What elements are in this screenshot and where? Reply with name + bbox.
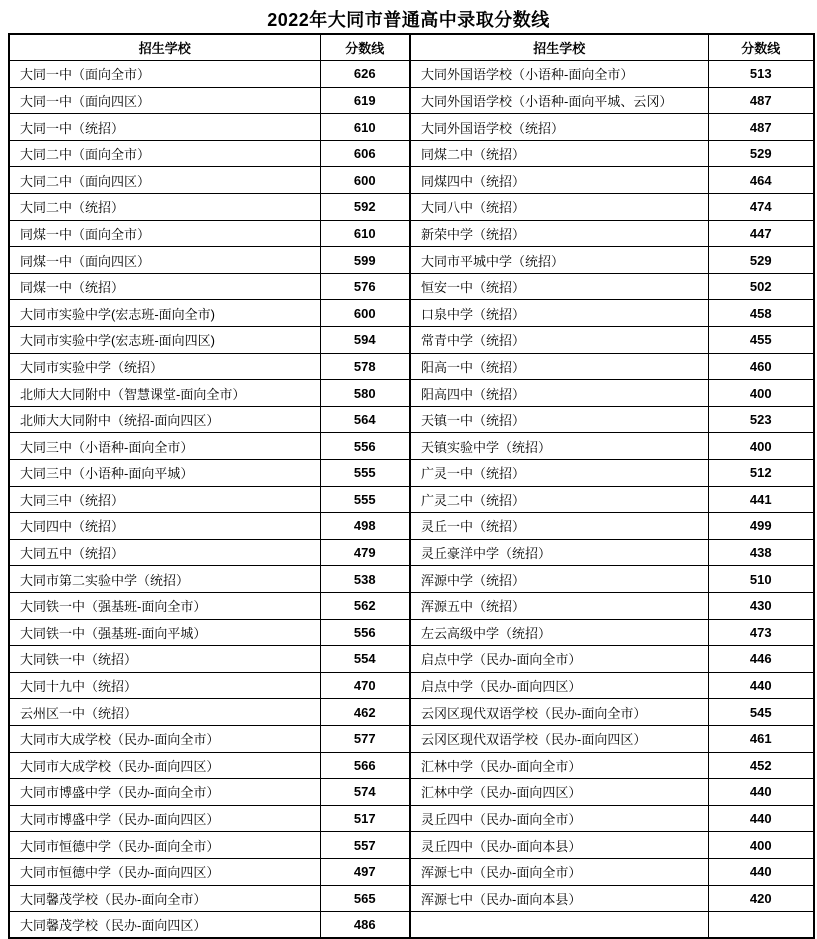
score-cell: 460 xyxy=(708,353,814,380)
score-cell: 502 xyxy=(708,273,814,300)
score-cell: 461 xyxy=(708,725,814,752)
table-row xyxy=(9,114,814,141)
school-cell: 云冈区现代双语学校（民办-面向四区） xyxy=(410,725,708,752)
school-cell: 大同二中（面向四区） xyxy=(9,167,320,194)
school-cell: 大同外国语学校（统招） xyxy=(410,114,708,141)
score-cell: 400 xyxy=(708,433,814,460)
school-cell: 大同二中（统招） xyxy=(9,194,320,221)
score-cell: 452 xyxy=(708,752,814,779)
school-cell: 新荣中学（统招） xyxy=(410,220,708,247)
school-cell: 同煤一中（面向全市） xyxy=(9,220,320,247)
score-cell: 600 xyxy=(320,167,410,194)
score-cell: 517 xyxy=(320,805,410,832)
school-cell: 大同十九中（统招） xyxy=(9,672,320,699)
school-cell: 常青中学（统招） xyxy=(410,327,708,354)
score-cell: 462 xyxy=(320,699,410,726)
score-cell: 523 xyxy=(708,406,814,433)
school-cell: 汇林中学（民办-面向四区） xyxy=(410,779,708,806)
table-row xyxy=(9,699,814,726)
school-cell: 阳高一中（统招） xyxy=(410,353,708,380)
school-cell: 浑源七中（民办-面向本县） xyxy=(410,885,708,912)
column-header-school-left: 招生学校 xyxy=(9,34,320,61)
school-cell: 云州区一中（统招） xyxy=(9,699,320,726)
table-row xyxy=(9,61,814,88)
score-cell: 473 xyxy=(708,619,814,646)
score-cell: 555 xyxy=(320,460,410,487)
score-cell: 440 xyxy=(708,805,814,832)
score-cell: 557 xyxy=(320,832,410,859)
score-cell: 554 xyxy=(320,646,410,673)
table-row xyxy=(9,273,814,300)
score-cell: 556 xyxy=(320,619,410,646)
school-cell: 北师大大同附中（智慧课堂-面向全市） xyxy=(9,380,320,407)
school-cell: 大同馨茂学校（民办-面向全市） xyxy=(9,885,320,912)
school-cell: 浑源五中（统招） xyxy=(410,592,708,619)
score-cell: 455 xyxy=(708,327,814,354)
score-cell: 458 xyxy=(708,300,814,327)
score-cell: 470 xyxy=(320,672,410,699)
school-cell: 大同市实验中学(宏志班-面向四区) xyxy=(9,327,320,354)
school-cell: 大同三中（统招） xyxy=(9,486,320,513)
table-row xyxy=(9,539,814,566)
score-cell: 487 xyxy=(708,87,814,114)
column-header-score-right: 分数线 xyxy=(708,34,814,61)
score-cell: 440 xyxy=(708,779,814,806)
header-row xyxy=(9,34,814,61)
score-cell: 510 xyxy=(708,566,814,593)
table-row xyxy=(9,779,814,806)
column-header-score-left: 分数线 xyxy=(320,34,410,61)
school-cell: 大同市博盛中学（民办-面向全市） xyxy=(9,779,320,806)
school-cell: 同煤二中（统招） xyxy=(410,140,708,167)
score-cell: 562 xyxy=(320,592,410,619)
school-cell: 大同市博盛中学（民办-面向四区） xyxy=(9,805,320,832)
school-cell: 大同市大成学校（民办-面向全市） xyxy=(9,725,320,752)
school-cell: 汇林中学（民办-面向全市） xyxy=(410,752,708,779)
table-row xyxy=(9,194,814,221)
table-row xyxy=(9,805,814,832)
score-cell: 610 xyxy=(320,114,410,141)
score-cell: 574 xyxy=(320,779,410,806)
school-cell: 大同铁一中（强基班-面向平城） xyxy=(9,619,320,646)
school-cell: 大同一中（面向四区） xyxy=(9,87,320,114)
table-row xyxy=(9,167,814,194)
school-cell: 大同二中（面向全市） xyxy=(9,140,320,167)
score-cell xyxy=(708,912,814,939)
school-cell: 大同三中（小语种-面向全市） xyxy=(9,433,320,460)
score-cell: 474 xyxy=(708,194,814,221)
table-row xyxy=(9,646,814,673)
score-cell: 610 xyxy=(320,220,410,247)
school-cell: 广灵一中（统招） xyxy=(410,460,708,487)
table-row xyxy=(9,406,814,433)
table-row xyxy=(9,433,814,460)
table-row xyxy=(9,140,814,167)
score-cell: 594 xyxy=(320,327,410,354)
school-cell: 大同市实验中学（统招） xyxy=(9,353,320,380)
school-cell: 左云高级中学（统招） xyxy=(410,619,708,646)
school-cell: 灵丘四中（民办-面向全市） xyxy=(410,805,708,832)
score-cell: 606 xyxy=(320,140,410,167)
school-cell: 大同四中（统招） xyxy=(9,513,320,540)
school-cell: 天镇一中（统招） xyxy=(410,406,708,433)
table-body xyxy=(9,61,814,939)
score-cell: 499 xyxy=(708,513,814,540)
school-cell: 启点中学（民办-面向全市） xyxy=(410,646,708,673)
school-cell: 大同市第二实验中学（统招） xyxy=(9,566,320,593)
school-cell: 大同铁一中（统招） xyxy=(9,646,320,673)
score-cell: 576 xyxy=(320,273,410,300)
school-cell: 大同八中（统招） xyxy=(410,194,708,221)
score-cell: 440 xyxy=(708,858,814,885)
score-cell: 538 xyxy=(320,566,410,593)
school-cell: 浑源中学（统招） xyxy=(410,566,708,593)
table-row xyxy=(9,619,814,646)
admission-score-table xyxy=(8,33,815,939)
table-row xyxy=(9,592,814,619)
school-cell: 大同外国语学校（小语种-面向平城、云冈） xyxy=(410,87,708,114)
score-cell: 420 xyxy=(708,885,814,912)
score-cell: 578 xyxy=(320,353,410,380)
score-cell: 497 xyxy=(320,858,410,885)
school-cell: 口泉中学（统招） xyxy=(410,300,708,327)
table-row xyxy=(9,380,814,407)
school-cell: 大同一中（统招） xyxy=(9,114,320,141)
score-cell: 464 xyxy=(708,167,814,194)
score-cell: 479 xyxy=(320,539,410,566)
score-cell: 556 xyxy=(320,433,410,460)
table-row xyxy=(9,460,814,487)
score-cell: 580 xyxy=(320,380,410,407)
column-header-school-right: 招生学校 xyxy=(410,34,708,61)
score-cell: 400 xyxy=(708,380,814,407)
score-cell: 400 xyxy=(708,832,814,859)
score-cell: 446 xyxy=(708,646,814,673)
score-cell: 498 xyxy=(320,513,410,540)
table-row xyxy=(9,87,814,114)
school-cell: 大同市平城中学（统招） xyxy=(410,247,708,274)
score-cell: 545 xyxy=(708,699,814,726)
school-cell: 浑源七中（民办-面向全市） xyxy=(410,858,708,885)
school-cell: 大同外国语学校（小语种-面向全市） xyxy=(410,61,708,88)
school-cell: 大同市实验中学(宏志班-面向全市) xyxy=(9,300,320,327)
school-cell: 同煤一中（面向四区） xyxy=(9,247,320,274)
score-cell: 513 xyxy=(708,61,814,88)
score-cell: 626 xyxy=(320,61,410,88)
score-cell: 447 xyxy=(708,220,814,247)
score-cell: 555 xyxy=(320,486,410,513)
table-row xyxy=(9,327,814,354)
table-row xyxy=(9,220,814,247)
school-cell: 大同五中（统招） xyxy=(9,539,320,566)
school-cell: 大同馨茂学校（民办-面向四区） xyxy=(9,912,320,939)
score-cell: 486 xyxy=(320,912,410,939)
table-row xyxy=(9,247,814,274)
table-row xyxy=(9,752,814,779)
school-cell: 天镇实验中学（统招） xyxy=(410,433,708,460)
table-row xyxy=(9,353,814,380)
school-cell: 灵丘四中（民办-面向本县） xyxy=(410,832,708,859)
school-cell: 大同市恒德中学（民办-面向全市） xyxy=(9,832,320,859)
school-cell: 同煤四中（统招） xyxy=(410,167,708,194)
school-cell: 大同市大成学校（民办-面向四区） xyxy=(9,752,320,779)
school-cell: 灵丘一中（统招） xyxy=(410,513,708,540)
school-cell: 启点中学（民办-面向四区） xyxy=(410,672,708,699)
school-cell: 阳高四中（统招） xyxy=(410,380,708,407)
table-row xyxy=(9,672,814,699)
score-cell: 592 xyxy=(320,194,410,221)
school-cell: 大同市恒德中学（民办-面向四区） xyxy=(9,858,320,885)
table-row xyxy=(9,858,814,885)
score-cell: 565 xyxy=(320,885,410,912)
score-cell: 487 xyxy=(708,114,814,141)
score-cell: 529 xyxy=(708,247,814,274)
table-row xyxy=(9,832,814,859)
school-cell: 北师大大同附中（统招-面向四区） xyxy=(9,406,320,433)
score-cell: 619 xyxy=(320,87,410,114)
table-row xyxy=(9,566,814,593)
score-cell: 577 xyxy=(320,725,410,752)
table-row xyxy=(9,912,814,939)
school-cell: 恒安一中（统招） xyxy=(410,273,708,300)
score-cell: 441 xyxy=(708,486,814,513)
score-cell: 599 xyxy=(320,247,410,274)
school-cell: 灵丘豪洋中学（统招） xyxy=(410,539,708,566)
table-row xyxy=(9,486,814,513)
score-cell: 430 xyxy=(708,592,814,619)
school-cell: 广灵二中（统招） xyxy=(410,486,708,513)
table-row xyxy=(9,513,814,540)
school-cell: 同煤一中（统招） xyxy=(9,273,320,300)
table-row xyxy=(9,885,814,912)
score-cell: 440 xyxy=(708,672,814,699)
school-cell: 大同铁一中（强基班-面向全市） xyxy=(9,592,320,619)
school-cell: 大同一中（面向全市） xyxy=(9,61,320,88)
score-cell: 529 xyxy=(708,140,814,167)
page-title: 2022年大同市普通高中录取分数线 xyxy=(267,10,550,30)
score-cell: 512 xyxy=(708,460,814,487)
score-cell: 600 xyxy=(320,300,410,327)
table-row xyxy=(9,725,814,752)
score-cell: 566 xyxy=(320,752,410,779)
school-cell: 云冈区现代双语学校（民办-面向全市） xyxy=(410,699,708,726)
score-cell: 438 xyxy=(708,539,814,566)
score-cell: 564 xyxy=(320,406,410,433)
table-row xyxy=(9,300,814,327)
school-cell xyxy=(410,912,708,939)
school-cell: 大同三中（小语种-面向平城） xyxy=(9,460,320,487)
